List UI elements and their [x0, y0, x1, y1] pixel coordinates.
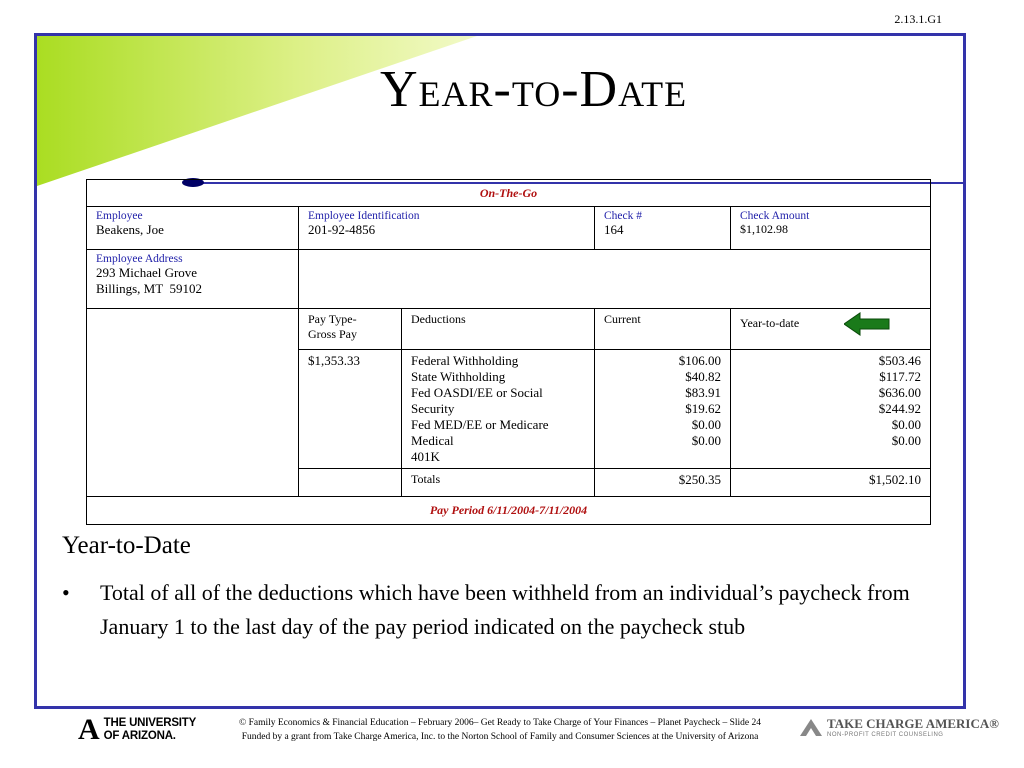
tca-mark-icon — [798, 716, 824, 738]
deductions-header: Deductions — [402, 309, 595, 350]
employee-label: Employee — [96, 210, 143, 222]
paycheck-stub-table — [86, 179, 931, 525]
left-blank-cell — [87, 309, 299, 497]
check-number-value: 164 — [604, 222, 624, 237]
totals-label: Totals — [402, 469, 595, 497]
tca-logo-icon — [798, 716, 999, 738]
employee-cell — [87, 207, 299, 250]
deduction-ytd: $117.72 — [879, 369, 921, 384]
check-number-label: Check # — [604, 210, 643, 222]
check-number-cell — [595, 207, 731, 250]
check-amount-label: Check Amount — [740, 210, 810, 222]
check-amount-cell — [731, 207, 931, 250]
pay-period: Pay Period 6/11/2004-7/11/2004 — [87, 497, 931, 525]
deduction-ytd-values — [731, 350, 931, 469]
employee-id-cell — [299, 207, 595, 250]
deduction-name: 401K — [411, 449, 440, 464]
deduction-name: Medical — [411, 433, 454, 448]
deduction-name: Fed OASDI/EE or Social Security — [411, 385, 543, 416]
paytype-header-line1: Pay Type- — [308, 312, 357, 326]
gross-pay-value: $1,353.33 — [308, 353, 360, 368]
deduction-current: $40.82 — [685, 369, 721, 384]
address-label: Employee Address — [96, 253, 183, 265]
deduction-name: State Withholding — [411, 369, 506, 384]
employee-id-label: Employee Identification — [308, 210, 420, 222]
deduction-names — [402, 350, 595, 469]
deduction-current: $83.91 — [685, 385, 721, 400]
deduction-ytd: $636.00 — [878, 385, 921, 400]
deduction-current: $106.00 — [678, 353, 721, 368]
ua-logo-line1: THE UNIVERSITY — [103, 717, 197, 729]
footer-line2: Funded by a grant from Take Charge America, Inc. to the Norton School of Family and Consumer Sciences at the University of Arizona — [241, 732, 759, 742]
green-left-arrow-icon — [844, 312, 890, 336]
ua-logo-line2: OF ARIZONA. — [103, 730, 176, 742]
employee-value: Beakens, Joe — [96, 222, 164, 237]
current-header: Current — [595, 309, 731, 350]
slide-code: 2.13.1.G1 — [894, 12, 942, 26]
deduction-name: Federal Withholding — [411, 353, 519, 368]
deduction-ytd: $503.46 — [878, 353, 921, 368]
deduction-name: Fed MED/EE or Medicare — [411, 417, 549, 432]
paytype-header-line2: Gross Pay — [308, 327, 358, 341]
tca-name: TAKE CHARGE AMERICA® — [827, 716, 999, 731]
bullet-dot: • — [62, 580, 70, 605]
totals-ytd: $1,502.10 — [731, 469, 931, 497]
deduction-current: $0.00 — [691, 433, 721, 448]
company-name: On-The-Go — [87, 180, 931, 207]
address-line2: Billings, MT 59102 — [96, 281, 202, 296]
ua-a-mark: A — [78, 713, 100, 746]
ua-logo-icon — [78, 713, 197, 746]
gross-pay-cell — [299, 350, 402, 469]
paytype-header — [299, 309, 402, 350]
deduction-ytd: $0.00 — [891, 433, 921, 448]
footer-line1: © Family Economics & Financial Education – February 2006– Get Ready to Take Charge of Your Finances – Planet Paycheck – Slide 24 — [238, 718, 761, 728]
deduction-current: $19.62 — [685, 401, 721, 416]
ytd-header: Year-to-date — [740, 315, 800, 330]
totals-current: $250.35 — [595, 469, 731, 497]
deduction-ytd: $0.00 — [891, 417, 921, 432]
employee-id-value: 201-92-4856 — [308, 222, 376, 237]
address-line1: 293 Michael Grove — [96, 265, 198, 280]
deduction-ytd: $244.92 — [878, 401, 921, 416]
deduction-current: $0.00 — [691, 417, 721, 432]
section-heading: Year-to-Date — [62, 532, 191, 559]
check-amount-value: $1,102.98 — [740, 222, 788, 236]
tca-tagline: NON-PROFIT CREDIT COUNSELING — [827, 732, 944, 738]
deduction-current-values — [595, 350, 731, 469]
page-title: Year-to-Date — [380, 61, 688, 118]
footer-credits — [200, 716, 800, 744]
ytd-header-cell — [731, 309, 931, 350]
definition-bullet — [62, 576, 912, 644]
address-blank-cell — [299, 250, 931, 309]
address-cell — [87, 250, 299, 309]
bullet-text: Total of all of the deductions which have been withheld from an individual’s paycheck from January 1 to the last day of the pay period indicated on the paycheck stub — [100, 580, 910, 639]
totals-blank-cell — [299, 469, 402, 497]
